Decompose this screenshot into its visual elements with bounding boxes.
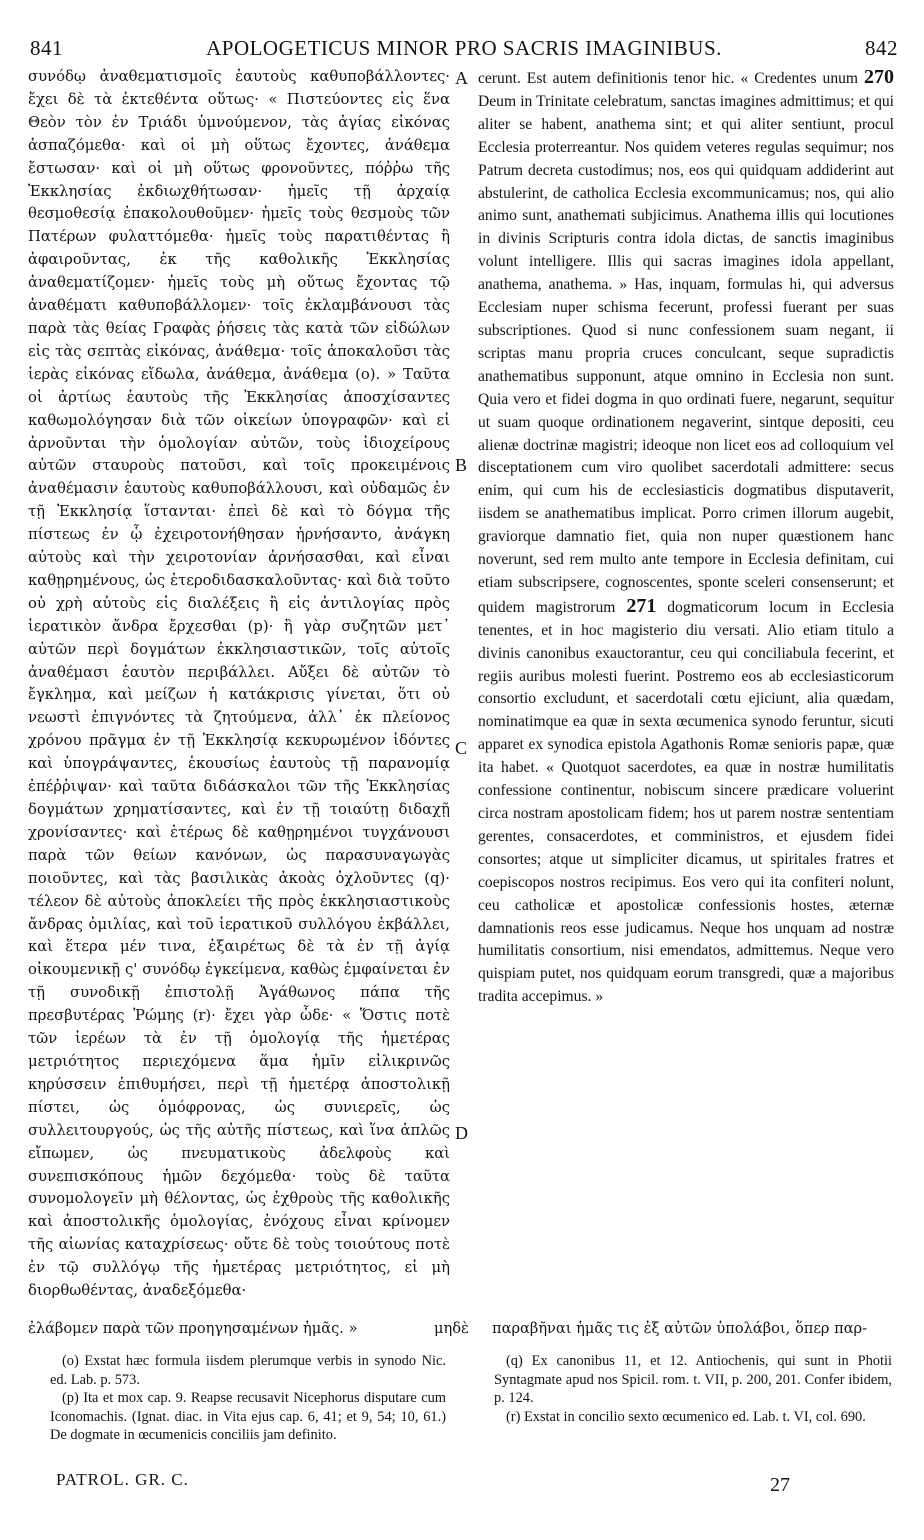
footnotes-right [494, 1352, 892, 1426]
greek-tail-part-3: παραβῆναι ἡμᾶς τις ἐξ αὐτῶν ὑπολάβοι, ὅπερ παρ- [492, 1320, 868, 1337]
greek-continuation-line [28, 1318, 894, 1340]
footnote-o: (o) Exstat hæc formula iisdem plerumque verbis in synodo Nic. ed. Lab. p. 573. [50, 1353, 446, 1388]
gathering-number: 27 [770, 1474, 790, 1496]
page-number-left: 841 [30, 36, 63, 60]
latin-segment-1: cerunt. Est autem definitionis tenor hic. « Credentes unum [478, 70, 864, 87]
running-header [30, 36, 898, 66]
latin-text-column [478, 66, 894, 1340]
footnote-p: (p) Ita et mox cap. 9. Reapse recusavit Nicephorus disputare cum Iconomachis. (Ignat. diac. in Vita ejus cap. 6, 41; et 9, 54; 10, 61.) De dogmate in œcumenicis conciliis jam definito. [50, 1390, 446, 1443]
greek-tail-part-2: μηδὲ [434, 1320, 469, 1337]
margin-letter-a: A [455, 68, 468, 88]
latin-segment-3: dogmaticorum locum in Ecclesia tenentes, et in hoc magisterio diu versati. Alio etiam titulo a divinis canonibus exauctorantur, ceu qui conciliabula fecerint, et regiis auribus molesti fuerint. Postremo eos ab ecclesiasticorum consortio excludunt, et sacerdotali cœtu ejiciunt, alia quædam, nominatimque ea quæ in sexta œcumenica synodo feruntur, sicuti apparet ex synodica epistola Agathonis Romæ senioris papæ, quæ ita habet. « Quotquot sacerdotes, ea quæ in nostræ humilitatis confessione continentur, nobiscum sincere prædicare voluerint circa nostram apostolicam fidem; hos ut parem nostræ sententiam gerentes, consacerdotes, et comministros, et ejusdem fidei consortes; atque ut simpliciter dicamus, ut spiritales fratres et coepiscopos nostros recipimus. Eos vero qui ita confiteri nolunt, ceu catholicæ et apostolicæ confessionis hostes, æternæ damnationis reos esse judicamus. Neque hos unquam ad nostræ humilitatis consortium, nisi emendatos, admittemus. Neque vero quispiam putet, nos quidquam eorum transgredi, quæ a majoribus tradita accepimus. » [478, 598, 894, 1006]
signature-mark: PATROL. GR. C. [56, 1470, 189, 1489]
greek-text: συνόδῳ ἀναθεματισμοῖς ἑαυτοὺς καθυποβάλλοντες· ἔχει δὲ τὰ ἐκτεθέντα οὕτως· « Πιστεύοντες εἰς ἕνα Θεὸν τὸν ἐν Τριάδι ὑμνούμενον, τὰς ἁγίας εἰκόνας ἀσπαζόμεθα· καὶ οἱ μὴ οὕτως ἔχοντες, ἀνάθεμα ἔστωσαν· καὶ οἱ μὴ οὕτως φρονοῦντες, πόῤῥω τῆς Ἐκκλησίας ἐκδιωχθήτωσαν· ἡμεῖς τῇ ἀρχαίᾳ θεσμοθεσίᾳ ἐπακολουθοῦμεν· ἡμεῖς τοὺς θεσμοὺς τῶν Πατέρων φυλαττόμεθα· ἡμεῖς τοὺς παρατιθέντας ἢ ἀφαιροῦντας, ἐκ τῆς καθολικῆς Ἐκκλησίας ἀναθεματίζομεν· ἡμεῖς τοὺς μὴ οὕτως ἔχοντας τῷ ἀναθέματι καθυποβάλλομεν· τοῖς ἐκλαμβάνουσι τὰς παρὰ τὰς θείας Γραφὰς ῥήσεις τὰς κατὰ τῶν εἰδώλων εἰς τὰς σεπτὰς εἰκόνας, ἀνάθεμα· τοῖς ἀποκαλοῦσι τὰς ἱερὰς εἰκόνας εἴδωλα, ἀνάθεμα, ἀνάθεμα (o). » Ταῦτα οἱ ἀρτίως ἑαυτοὺς τῆς Ἐκκλησίας ἀποσχίσαντες καθωμολόγησαν διὰ τῶν οἰκείων ὑπογραφῶν· καὶ εἰ ἀρνοῦνται τὴν ὁμολογίαν αὐτῶν, τοὺς ἰδιοχείρους αὐτῶν σταυροὺς πατοῦσι, καὶ τοῖς προκειμένοις ἀναθέμασιν ἑαυτοὺς καθυποβάλλουσι, καὶ οὐδαμῶς ἐν τῇ Ἐκκλησίᾳ ἵστανται· ἐπεὶ δὲ καὶ τὸ δόγμα τῆς πίστεως ἐν ᾧ ἐχειροτονήθησαν ἠρνήσαντο, ἀνάγκη αὐτοὺς καὶ τὴν χειροτονίαν ἀρνήσασθαι, καὶ εἶναι καθῃρημένους, ὡς ἑτεροδιδασκαλοῦντας· καὶ διὰ τοῦτο οὐ χρὴ αὐτοὺς εἰς διαλέξεις ἢ εἰς ἀντιλογίας πρὸς ἱερατικὸν ἄνδρα ἔρχεσθαι (p)· ἢ γὰρ συζητῶν μετ᾽ αὐτῶν περὶ δογμάτων ἐκκλησιαστικῶν, τοῖς αὐτοῖς ἀναθέμασι ἑαυτὸν περιβάλλει. Αὔξει δὲ αὐτῶν τὸ ἔγκλημα, καὶ μείζων ἡ κατάκρισις γίνεται, ὅτι οὐ νεωστὶ ἐπιγνόντες τὰ ζητούμενα, ἀλλ᾽ ἐκ πλείονος χρόνου πρᾶγμα ἐν τῇ Ἐκκλησίᾳ κεκυρωμένον ἰδόντες καὶ ὑπογράψαντες, ἑκουσίως ἑαυτοὺς τῇ παρανομίᾳ ἐπέῤῥιψαν· καὶ ταῦτα διδάσκαλοι τῶν τῆς Ἐκκλησίας δογμάτων χρηματίσαντες, καὶ ἐν τῇ τοιαύτῃ διδαχῇ χρονίσαντες· καὶ ἑτέρως δὲ καθῃρημένοι τυγχάνουσι παρὰ τῶν θείων κανόνων, ὡς παρασυναγωγὰς ποιοῦντες, καὶ τὰς βασιλικὰς ἀκοὰς ὀχλοῦντες (q)· τέλεον δὲ αὐτοὺς ἀποκλείει τῆς πρὸς ἐκκλησιαστικοὺς ἄνδρας ὁμιλίας, καὶ τοῦ ἱερατικοῦ συλλόγου ἐκβάλλει, καὶ ἕτερα μέν τινα, ἐξαιρέτως δὲ τὰ ἐν τῇ ἁγίᾳ οἰκουμενικῇ ς' συνόδῳ ἐγκείμενα, καθὼς ἐμφαίνεται ἐν τῇ συνοδικῇ ἐπιστολῇ Ἀγάθωνος πάπα τῆς πρεσβυτέρας Ῥώμης (r)· ἔχει γὰρ ὧδε· « Ὅστις ποτὲ τῶν ἱερέων τὰ ἐν τῇ ὁμολογίᾳ τῆς ἡμετέρας μετριότητος περιεχόμενα ἅμα ἡμῖν εἰλικρινῶς κηρύσσειν ἐπιθυμήσει, περὶ τῇ ἡμετέρᾳ ἀποστολικῇ πίστει, ὡς ὁμόφρονας, ὡς συνιερεῖς, ὡς συλλειτουργούς, ὡς τῆς αὐτῆς πίστεως, καὶ ἵνα ἁπλῶς εἴπωμεν, ὡς πνευματικοὺς ἀδελφοὺς καὶ συνεπισκόπους ἡμῶν δεχόμεθα· τοὺς δὲ ταῦτα συνομολογεῖν μὴ θέλοντας, ὡς ἐχθροὺς τῆς καθολικῆς καὶ ἀποστολικῆς ὁμολογίας, ἐνόχους εἶναι κρίνομεν τῆς αἰωνίας καταχρίσεως· οὔτε δὲ τοὺς τοιούτους ποτὲ ἐν τῷ συλλόγῳ τῆς ἡμετέρας μετριότητος, εἰ μὴ διορθωθέντας, ἀναδεξόμεθα· [28, 68, 450, 1300]
running-title: APOLOGETICUS MINOR PRO SACRIS IMAGINIBUS. [206, 36, 722, 60]
footnote-r: (r) Exstat in concilio sexto œcumenico ed. Lab. t. VI, col. 690. [506, 1408, 866, 1425]
latin-segment-2: Deum in Trinitate celebratum, sanctas imagines admittimus; et qui aliter se habent, anathema sint; et qui aliter sentiunt, procul Ecclesia proterreantur. Nos quidem veteres regulas sequimur; nos Patrum decreta custodimus; nos, eos qui quidquam addiderint aut abstulerint, de catholica Ecclesia excommunicamus; nos, qui alio animo sunt, anathemati subjicimus. Anathema illis qui locutiones in divinis Scripturis contra idola dictas, de sanctis imaginibus volunt intelligere. Illis qui sacras imagines idola appellant, anathema, anathema. » Has, inquam, formulas hi, qui adversus Ecclesiam nuper schisma fecerunt, professi fuerant per suas subscriptiones. Quod si nunc confessionem suam negant, ii scriptas manu propria cruces conculcant, seque supradictis anathematibus supponunt, atque omnino in Ecclesia non sunt. Quia vero et fidei dogma in quo ordinati fuere, negarunt, sequitur ut suam quoque ordinationem negaverint, sintque depositi, ceu alienæ doctrinæ magistri; ideoque non licet eos ad colloquium vel disceptationem cum viro quolibet sacerdotali admittere: secus enim, qui cum his de ecclesiasticis dogmatibus disputaverit, iisdem se anathematibus implicat. Porro crimen illorum augebit, graviorque damnatio fiet, quia non nuper quæstionem hanc noverunt, sed rem multo ante tempore in Ecclesia definitam, cui etiam subscripsere, cognoscentes, sponte sceleri consenserunt; et quidem magistrorum [478, 92, 894, 616]
page-number-right: 842 [865, 36, 898, 60]
greek-text-column [28, 66, 450, 1340]
margin-letter-c: C [455, 738, 468, 758]
latin-text [478, 66, 894, 1009]
greek-tail-part-1: ἐλάβομεν παρὰ τῶν προηγησαμένων ἡμᾶς. » [28, 1320, 358, 1337]
column-number-270: 270 [864, 66, 894, 88]
column-number-271: 271 [626, 594, 657, 617]
margin-letter-d: D [455, 1123, 468, 1143]
footnotes-left [50, 1352, 446, 1445]
footnote-q: (q) Ex canonibus 11, et 12. Antiochenis, qui sunt in Photii Syntagmate apud nos Spicil. rom. t. VII, p. 200, 201. Confer ibidem, p. 124. [494, 1353, 892, 1406]
margin-letter-b: B [455, 455, 468, 475]
